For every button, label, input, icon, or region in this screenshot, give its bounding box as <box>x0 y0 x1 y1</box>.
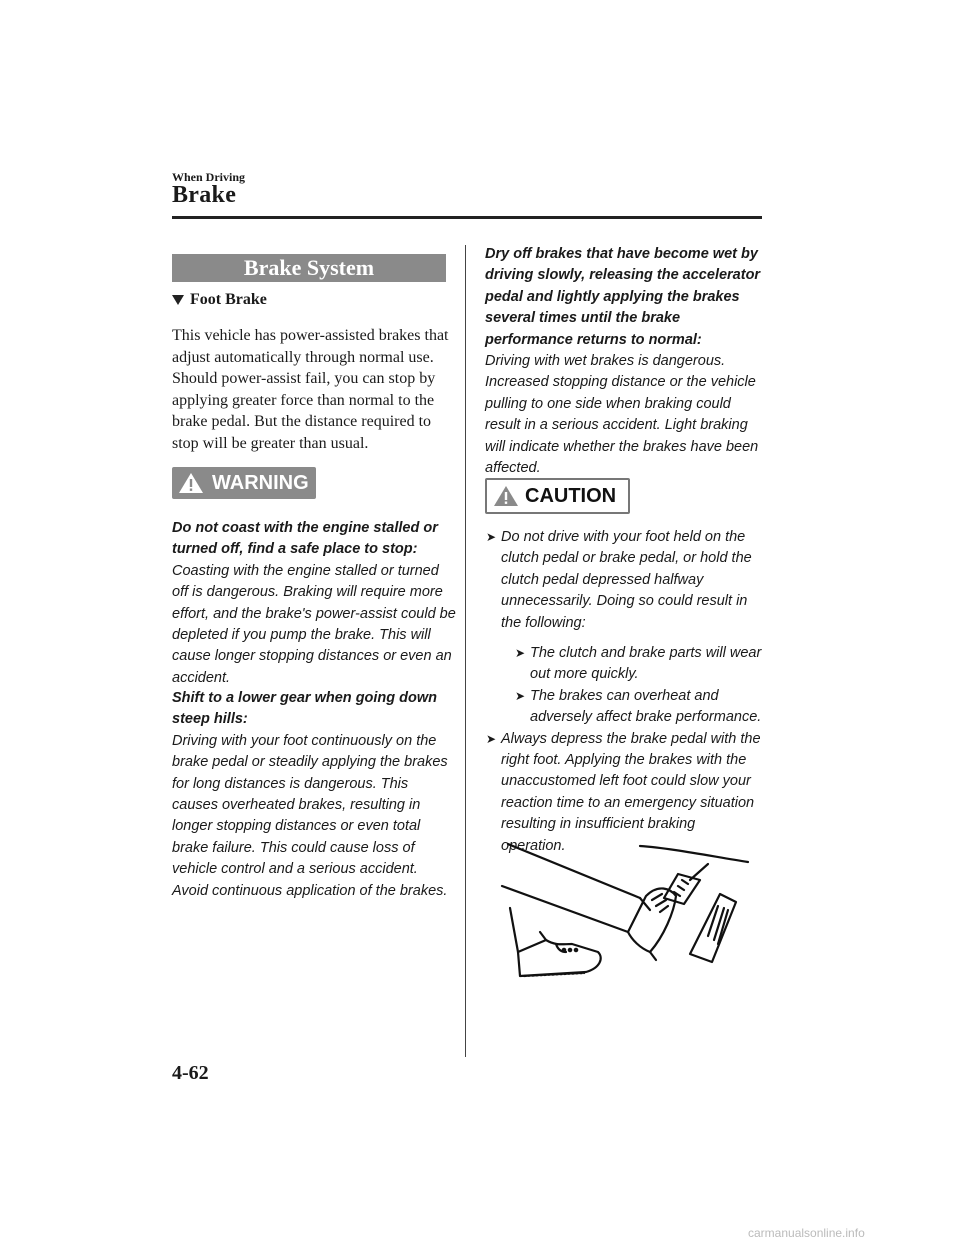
caution-list <box>486 527 762 857</box>
wet-brakes-warning <box>485 244 765 479</box>
header-rule <box>172 216 762 219</box>
triangle-down-icon <box>172 295 184 305</box>
list-item <box>515 643 762 686</box>
chapter-title: Brake <box>172 182 237 208</box>
warning-title: Shift to a lower gear when going down steep hills: <box>172 690 438 728</box>
arrow-bullet-icon: ➤ <box>486 530 497 544</box>
arrow-bullet-icon: ➤ <box>515 646 526 661</box>
section-label: When Driving <box>172 170 246 184</box>
warning-text: Driving with your foot continuously on the brake pedal or steadily applying the brakes for long distances is dangerous. This causes overheated brakes, resulting in longer stopping distances or even total brake failure. This could cause loss of vehicle control and a serious accident. Avoid continuous application of the brakes. <box>172 732 448 899</box>
warning-triangle-icon <box>178 471 204 495</box>
arrow-bullet-icon: ➤ <box>486 731 497 746</box>
section-banner: Brake System <box>172 254 446 282</box>
warning-item-coasting <box>172 518 457 689</box>
footer-watermark: carmanualsonline.info <box>748 1226 865 1240</box>
caution-label: CAUTION <box>525 484 617 507</box>
warning-title: Dry off brakes that have become wet by driving slowly, releasing the accelerator pedal and lightly applying the brakes several times until the brake performance returns to normal: <box>485 246 761 348</box>
sub-list <box>515 643 762 729</box>
warning-item-downhill <box>172 688 457 902</box>
warning-text: Coasting with the engine stalled or turned off is dangerous. Braking will require more effort, and the brake's power-assist could be depleted if you pump the brake. This will cause longer stopping distances or even an accident. <box>172 562 456 686</box>
list-item-text: Do not drive with your foot held on the clutch pedal or brake pedal, or hold the clutch pedal depressed halfway unnecessarily. Doing so could result in the following: <box>501 529 752 631</box>
page-number: 4-62 <box>172 1062 209 1084</box>
subsection-heading <box>172 291 267 309</box>
list-item-text: The clutch and brake parts will wear out more quickly. <box>530 645 762 683</box>
column-divider <box>465 245 466 1057</box>
warning-title: Do not coast with the engine stalled or turned off, find a safe place to stop: <box>172 520 438 558</box>
caution-badge <box>485 478 630 514</box>
warning-text: Driving with wet brakes is dangerous. Increased stopping distance or the vehicle pulling to one side when braking could result in a serious accident. Light braking will indicate whether the brakes have been affected. <box>485 353 759 477</box>
warning-label: WARNING <box>212 471 309 494</box>
list-item-text: The brakes can overheat and adversely affect brake performance. <box>530 687 762 726</box>
list-item <box>515 686 762 729</box>
list-item-text: Always depress the brake pedal with the right foot. Applying the brakes with the unaccustomed left foot could slow your reaction time to an emergency situation resulting in insufficient braking operation. <box>501 730 761 854</box>
arrow-bullet-icon: ➤ <box>515 688 526 703</box>
caution-triangle-icon <box>493 484 519 508</box>
list-item <box>486 729 762 857</box>
warning-badge <box>172 467 316 499</box>
pedal-illustration <box>500 840 762 990</box>
list-item <box>486 527 762 729</box>
intro-paragraph: This vehicle has power-assisted brakes that adjust automatically through normal use. Should power-assist fail, you can stop by applying greater force than normal to the brake pedal. But the distance required to stop will be greater than usual. <box>172 327 449 452</box>
subsection-heading-label: Foot Brake <box>190 291 267 308</box>
